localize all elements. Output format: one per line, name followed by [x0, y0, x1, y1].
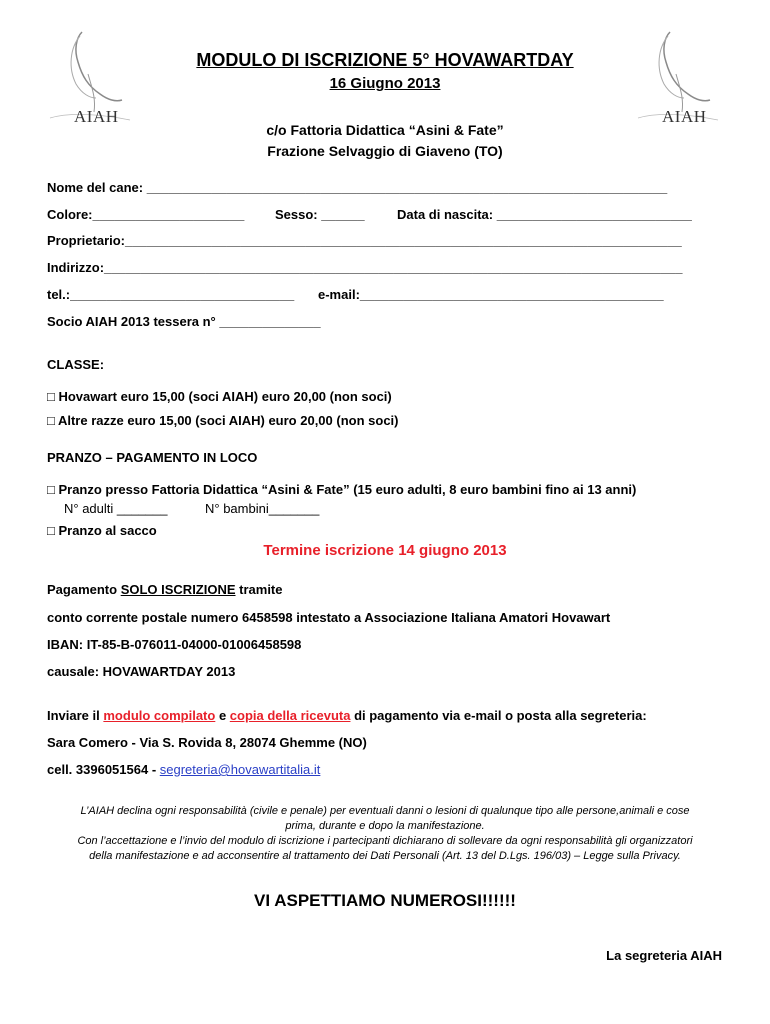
disclaimer-line-1: L’AIAH declina ogni responsabilità (civile e penale) per eventuali danni o lesioni di qualunque tipo alle persone,animali e cose [80, 805, 690, 817]
adults-count-field[interactable]: N° adulti _______ [64, 501, 168, 516]
venue-line-2: Frazione Selvaggio di Giaveno (TO) [267, 143, 503, 159]
disclaimer-line-2: prima, durante e dopo la manifestazione. [285, 820, 485, 832]
classe-heading: CLASSE: [47, 357, 105, 372]
classe-option-altre-razze[interactable]: □ Altre razze euro 15,00 (soci AIAH) euro 20,00 (non soci) [47, 413, 399, 428]
owner-field[interactable]: Proprietario:_____________________________________________________________________________ [47, 233, 682, 248]
secretary-contact [47, 762, 320, 777]
secretary-address: Sara Comero - Via S. Rovida 8, 28074 Ghemme (NO) [47, 735, 367, 750]
payment-intro [47, 582, 283, 597]
payment-causale: causale: HOVAWARTDAY 2013 [47, 664, 236, 679]
iban: IBAN: IT-85-B-076011-04000-01006458598 [47, 637, 302, 652]
signature: La segreteria AIAH [606, 948, 722, 963]
send-pre: Inviare il [47, 708, 104, 723]
copia-ricevuta-link[interactable]: copia della ricevuta [229, 708, 351, 723]
postal-account: conto corrente postale numero 6458598 intestato a Associazione Italiana Amatori Hovawart [47, 610, 611, 625]
pranzo-option-fattoria[interactable]: □ Pranzo presso Fattoria Didattica “Asini & Fate” (15 euro adulti, 8 euro bambini fino ai 13 anni) [47, 482, 637, 497]
venue-line-1: c/o Fattoria Didattica “Asini & Fate” [266, 122, 504, 138]
sex-field[interactable]: Sesso: ______ [275, 207, 365, 222]
dog-name-field[interactable]: Nome del cane: ________________________________________________________________________ [47, 180, 668, 195]
email-field[interactable]: e-mail:__________________________________________ [318, 287, 664, 302]
children-count-field[interactable]: N° bambini_______ [205, 501, 320, 516]
secretary-cell: cell. 3396051564 - [47, 762, 160, 777]
birth-date-field[interactable]: Data di nascita: ___________________________ [397, 207, 692, 222]
pranzo-option-sacco[interactable]: □ Pranzo al sacco [47, 523, 157, 538]
registration-deadline: Termine iscrizione 14 giugno 2013 [263, 542, 507, 559]
send-mid: e [215, 708, 230, 723]
pranzo-heading: PRANZO – PAGAMENTO IN LOCO [47, 450, 258, 465]
classe-option-hovawart[interactable]: □ Hovawart euro 15,00 (soci AIAH) euro 20,00 (non soci) [47, 389, 392, 404]
closing-message: VI ASPETTIAMO NUMEROSI!!!!!! [254, 891, 516, 910]
disclaimer-line-4: della manifestazione e ad acconsentire al trattamento dei Dati Personali (Art. 13 del D.Lgs. 196/03) – Legge sulla Privacy. [89, 850, 681, 862]
disclaimer-line-3: Con l’accettazione e l’invio del modulo di iscrizione i partecipanti dichiarano di sollevare da ogni responsabilità gli organizzatori [77, 835, 693, 847]
send-instructions [47, 708, 647, 723]
payment-intro-pre: Pagamento [47, 582, 121, 597]
modulo-compilato-link[interactable]: modulo compilato [103, 708, 216, 723]
color-field[interactable]: Colore:_____________________ [47, 207, 245, 222]
logo-text: AIAH [74, 107, 119, 126]
logo-text: AIAH [662, 107, 707, 126]
secretary-email-link[interactable]: segreteria@hovawartitalia.it [159, 762, 321, 777]
event-date: 16 Giugno 2013 [329, 75, 441, 92]
send-post: di pagamento via e-mail o posta alla segreteria: [350, 708, 647, 723]
address-field[interactable]: Indirizzo:________________________________________________________________________________ [47, 260, 683, 275]
tel-field[interactable]: tel.:_______________________________ [47, 287, 295, 302]
page-title: MODULO DI ISCRIZIONE 5° HOVAWARTDAY [196, 50, 574, 70]
payment-intro-post: tramite [235, 582, 283, 597]
member-card-field[interactable]: Socio AIAH 2013 tessera n° ______________ [47, 314, 321, 329]
payment-intro-underlined: SOLO ISCRIZIONE [120, 582, 236, 597]
disclaimer [40, 804, 730, 864]
